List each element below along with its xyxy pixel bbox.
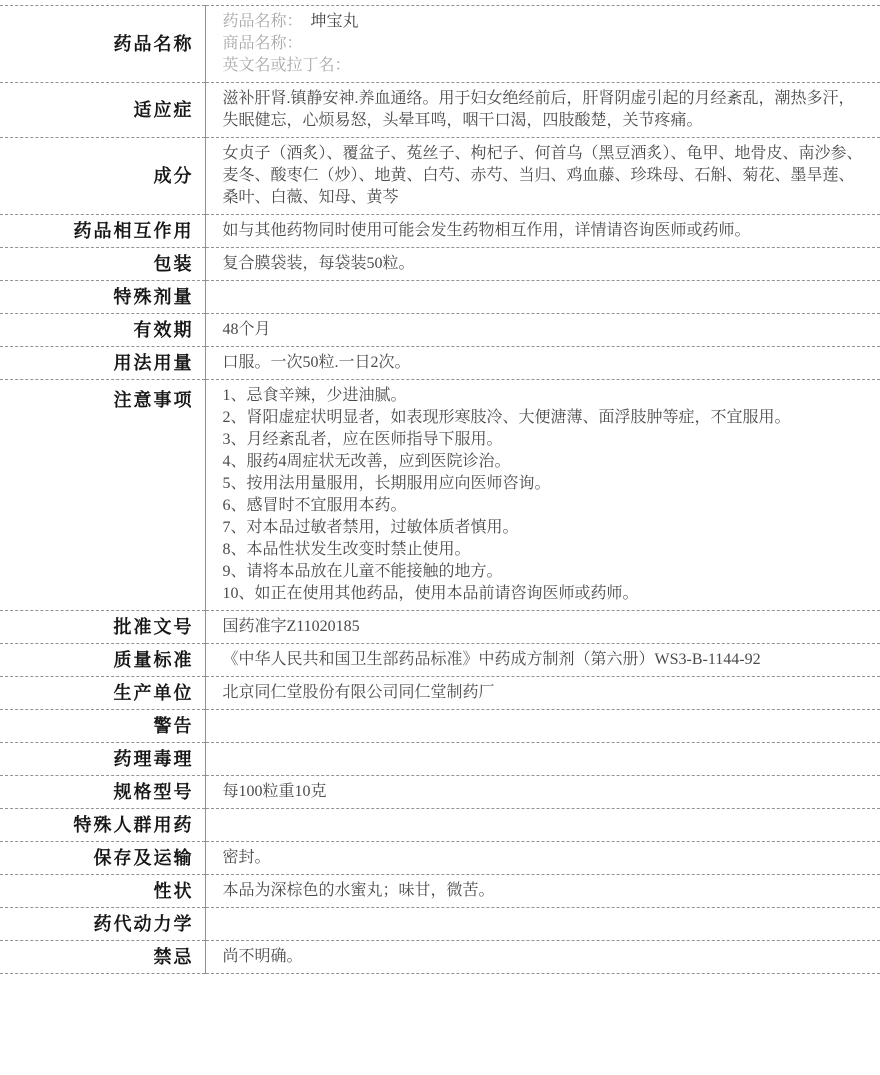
row-contraindications bbox=[0, 941, 880, 974]
row-label-precautions: 注意事项 bbox=[0, 380, 205, 611]
drug-info-table bbox=[0, 5, 880, 974]
row-value-ingredients: 女贞子（酒炙）、覆盆子、菟丝子、枸杞子、何首乌（黑豆酒炙）、龟甲、地骨皮、南沙参、麦冬、酸枣仁（炒）、地黄、白芍、赤芍、当归、鸡血藤、珍珠母、石斛、菊花、墨旱莲、桑叶、白薇、知母、黄芩 bbox=[205, 138, 880, 215]
row-value-packaging: 复合膜袋装，每袋装50粒。 bbox=[205, 248, 880, 281]
row-value-specification: 每100粒重10克 bbox=[205, 776, 880, 809]
row-specification bbox=[0, 776, 880, 809]
row-label-approval-number: 批准文号 bbox=[0, 611, 205, 644]
drug-name-field bbox=[223, 11, 869, 33]
row-indications bbox=[0, 83, 880, 138]
row-drug-interactions bbox=[0, 215, 880, 248]
row-value-quality-standard: 《中华人民共和国卫生部药品标准》中药成方制剂（第六册）WS3-B-1144-92 bbox=[205, 644, 880, 677]
row-label-dosage-usage: 用法用量 bbox=[0, 347, 205, 380]
row-storage-transport bbox=[0, 842, 880, 875]
trade-name-field-label: 商品名称： bbox=[222, 35, 303, 52]
row-manufacturer bbox=[0, 677, 880, 710]
row-label-packaging: 包装 bbox=[0, 248, 205, 281]
row-value-storage-transport: 密封。 bbox=[205, 842, 880, 875]
row-approval-number bbox=[0, 611, 880, 644]
precaution-item-1: 1、忌食辛辣，少进油腻。 bbox=[222, 387, 407, 404]
row-label-special-dosage: 特殊剂量 bbox=[0, 281, 205, 314]
row-label-pharmacology-toxicology: 药理毒理 bbox=[0, 743, 205, 776]
trade-name-field bbox=[223, 33, 869, 55]
row-pharmacokinetics bbox=[0, 908, 880, 941]
row-label-contraindications: 禁忌 bbox=[0, 941, 205, 974]
row-value-pharmacology-toxicology bbox=[205, 743, 880, 776]
drug-name-field-label: 药品名称： bbox=[222, 13, 303, 30]
row-label-indications: 适应症 bbox=[0, 83, 205, 138]
row-packaging bbox=[0, 248, 880, 281]
precaution-item-10: 10、如正在使用其他药品，使用本品前请咨询医师或药师。 bbox=[222, 585, 639, 602]
row-label-specification: 规格型号 bbox=[0, 776, 205, 809]
precaution-item-7: 7、对本品过敏者禁用，过敏体质者慎用。 bbox=[222, 519, 519, 536]
row-ingredients bbox=[0, 138, 880, 215]
row-properties bbox=[0, 875, 880, 908]
latin-name-field bbox=[223, 55, 869, 77]
row-drug-name bbox=[0, 6, 880, 83]
precaution-item-3: 3、月经紊乱者，应在医师指导下服用。 bbox=[222, 431, 503, 448]
row-value-properties: 本品为深棕色的水蜜丸；味甘，微苦。 bbox=[205, 875, 880, 908]
row-label-pharmacokinetics: 药代动力学 bbox=[0, 908, 205, 941]
row-value-dosage-usage: 口服。一次50粒.一日2次。 bbox=[205, 347, 880, 380]
row-value-precautions bbox=[205, 380, 880, 611]
row-shelf-life bbox=[0, 314, 880, 347]
row-dosage-usage bbox=[0, 347, 880, 380]
row-label-quality-standard: 质量标准 bbox=[0, 644, 205, 677]
row-label-properties: 性状 bbox=[0, 875, 205, 908]
row-label-manufacturer: 生产单位 bbox=[0, 677, 205, 710]
row-label-warning: 警告 bbox=[0, 710, 205, 743]
row-value-warning bbox=[205, 710, 880, 743]
row-value-shelf-life: 48个月 bbox=[205, 314, 880, 347]
row-value-drug-name bbox=[205, 6, 880, 83]
precaution-item-8: 8、本品性状发生改变时禁止使用。 bbox=[222, 541, 471, 558]
row-value-special-populations bbox=[205, 809, 880, 842]
precaution-item-9: 9、请将本品放在儿童不能接触的地方。 bbox=[222, 563, 503, 580]
drug-name-field-value: 坤宝丸 bbox=[310, 13, 359, 30]
row-value-contraindications: 尚不明确。 bbox=[205, 941, 880, 974]
row-label-drug-interactions: 药品相互作用 bbox=[0, 215, 205, 248]
row-value-indications: 滋补肝肾.镇静安神.养血通络。用于妇女绝经前后，肝肾阴虚引起的月经紊乱，潮热多汗，失眠健忘，心烦易怒，头晕耳鸣，咽干口渴，四肢酸楚，关节疼痛。 bbox=[205, 83, 880, 138]
row-value-pharmacokinetics bbox=[205, 908, 880, 941]
row-label-drug-name: 药品名称 bbox=[0, 6, 205, 83]
latin-name-field-label: 英文名或拉丁名： bbox=[222, 57, 351, 74]
row-value-special-dosage bbox=[205, 281, 880, 314]
row-pharmacology-toxicology bbox=[0, 743, 880, 776]
row-label-shelf-life: 有效期 bbox=[0, 314, 205, 347]
row-special-populations bbox=[0, 809, 880, 842]
row-precautions bbox=[0, 380, 880, 611]
row-value-drug-interactions: 如与其他药物同时使用可能会发生药物相互作用，详情请咨询医师或药师。 bbox=[205, 215, 880, 248]
row-special-dosage bbox=[0, 281, 880, 314]
row-label-special-populations: 特殊人群用药 bbox=[0, 809, 205, 842]
row-warning bbox=[0, 710, 880, 743]
precaution-item-2: 2、肾阳虚症状明显者，如表现形寒肢冷、大便溏薄、面浮肢肿等症，不宜服用。 bbox=[222, 409, 791, 426]
precaution-item-5: 5、按用法用量服用，长期服用应向医师咨询。 bbox=[222, 475, 551, 492]
row-quality-standard bbox=[0, 644, 880, 677]
row-value-manufacturer: 北京同仁堂股份有限公司同仁堂制药厂 bbox=[205, 677, 880, 710]
row-value-approval-number: 国药准字Z11020185 bbox=[205, 611, 880, 644]
precaution-item-4: 4、服药4周症状无改善，应到医院诊治。 bbox=[222, 453, 511, 470]
row-label-ingredients: 成分 bbox=[0, 138, 205, 215]
row-label-storage-transport: 保存及运输 bbox=[0, 842, 205, 875]
precaution-item-6: 6、感冒时不宜服用本药。 bbox=[222, 497, 407, 514]
